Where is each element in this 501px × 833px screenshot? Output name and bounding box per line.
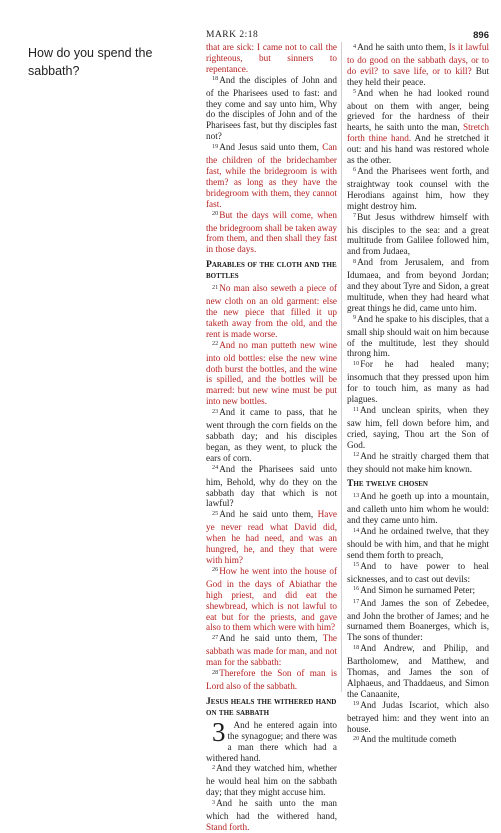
verse bbox=[206, 340, 337, 407]
words-of-jesus: Stretch forth thine hand. bbox=[347, 122, 489, 144]
verse-text: And Jesus said unto them, bbox=[219, 142, 323, 153]
verse bbox=[206, 566, 337, 633]
verse-text: And from Jerusalem, and from Idumaea, and from beyond Jordan; and they about Tyre and Sidon, a great multitude, when they had heard what great things he did, came unto him. bbox=[347, 257, 489, 313]
running-head-reference: MARK 2:18 bbox=[206, 30, 259, 40]
margin-note: How do you spend the sabbath? bbox=[28, 46, 153, 78]
verse-text: And it came to pass, that he went through the corn fields on the sabbath day; and his disciples began, as they went, to pluck the ears of corn. bbox=[206, 407, 337, 463]
verse bbox=[206, 763, 337, 798]
verse bbox=[347, 88, 489, 166]
section-heading: Jesus heals the withered hand on the sabbath bbox=[206, 695, 337, 718]
verse bbox=[206, 633, 337, 668]
verse-number: 10 bbox=[353, 359, 360, 367]
verse-text: And they watched him, whether he would heal him on the sabbath day; that they might accuse him. bbox=[206, 763, 337, 798]
verse bbox=[347, 359, 489, 405]
verse-number: 27 bbox=[212, 633, 219, 641]
verse bbox=[206, 798, 337, 833]
words-of-jesus: Is it lawful to do good on the sabbath days, or to do evil? to save life, or to kill? bbox=[347, 42, 489, 76]
words-of-jesus: that are sick: I came not to call the righteous, but sinners to repentance. bbox=[206, 42, 337, 74]
verse bbox=[347, 734, 489, 747]
verse-number: 18 bbox=[212, 75, 219, 83]
words-of-jesus: And no man putteth new wine into old bottles: else the new wine doth burst the bottles, and the wine is spilled, and the bottles will be marred: but new wine must be put into new bottles. bbox=[206, 339, 337, 407]
verse-number: 21 bbox=[212, 283, 219, 291]
verse-text: And Simon he surnamed Peter; bbox=[360, 584, 476, 595]
verse bbox=[206, 42, 337, 75]
verse-text: For he had healed many; insomuch that they pressed upon him for to touch him, as many as had plagues. bbox=[347, 359, 489, 405]
verse bbox=[347, 598, 489, 644]
verse-number: 20 bbox=[353, 734, 360, 742]
verse-number: 23 bbox=[212, 407, 219, 415]
verse-number: 9 bbox=[353, 314, 357, 322]
verse bbox=[347, 314, 489, 360]
verse-text: But Jesus withdrew himself with his disciples to the sea: and a great multitude from Galilee followed him, and from Judaea, bbox=[347, 211, 489, 257]
verse bbox=[347, 166, 489, 212]
verse-number: 5 bbox=[353, 88, 357, 96]
verse-number: 25 bbox=[212, 509, 219, 517]
text-column-left bbox=[206, 42, 337, 832]
words-of-jesus: No man also seweth a piece of new cloth on an old garment: else the new piece that filled it up taketh away from the old, and the rent is made worse. bbox=[206, 283, 337, 339]
verse-number: 13 bbox=[353, 491, 360, 499]
verse bbox=[347, 561, 489, 585]
verse-number: 15 bbox=[353, 561, 360, 569]
verse-number: 12 bbox=[353, 451, 360, 459]
verse bbox=[347, 491, 489, 526]
verse bbox=[347, 405, 489, 451]
verse bbox=[206, 142, 337, 209]
verse bbox=[347, 42, 489, 88]
page-number: 896 bbox=[473, 30, 489, 41]
verse-number: 2 bbox=[212, 763, 216, 771]
verse-number: 3 bbox=[212, 798, 216, 806]
section-heading: Parables of the cloth and the bottles bbox=[206, 259, 337, 282]
verse bbox=[206, 509, 337, 566]
verse-text: And the disciples of John and of the Pharisees used to fast: and they come and say unto him, Why do the disciples of John and of the Pharisees fast, but thy disciples fast not? bbox=[206, 74, 337, 142]
verse bbox=[206, 464, 337, 510]
verse bbox=[347, 643, 489, 700]
verse-number: 19 bbox=[353, 700, 360, 708]
verse bbox=[206, 407, 337, 464]
words-of-jesus: How he went into the house of God in the days of Abiathar the high priest, and did eat the shewbread, which is not lawful to eat but for the priests, and gave also to them which were with him? bbox=[206, 565, 337, 633]
verse bbox=[206, 283, 337, 340]
verse bbox=[206, 210, 337, 256]
text-column-right bbox=[347, 42, 489, 745]
verse bbox=[347, 700, 489, 735]
column-divider bbox=[341, 42, 342, 692]
verse-text: And Judas Iscariot, which also betrayed him: and they went into an house. bbox=[347, 699, 489, 734]
verse bbox=[347, 257, 489, 314]
verse-number: 17 bbox=[353, 598, 360, 606]
verse-text: And unclean spirits, when they saw him, fell down before him, and cried, saying, Thou art the Son of God. bbox=[347, 405, 489, 450]
verse-number: 24 bbox=[212, 464, 219, 472]
verse bbox=[347, 212, 489, 258]
verse-text: And he said unto them, bbox=[219, 633, 323, 644]
verse-text: And James the son of Zebedee, and John the brother of James; and he surnamed them Boanerges, which is, The sons of thunder: bbox=[347, 597, 489, 643]
verse-text: And the Pharisees said unto him, Behold, why do they on the sabbath day that which is not lawful? bbox=[206, 463, 337, 509]
verse-number: 4 bbox=[353, 42, 357, 50]
verse-text: But they held their peace. bbox=[347, 65, 489, 87]
verse-text: And the multitude cometh bbox=[360, 734, 457, 745]
verse-text: And Andrew, and Philip, and Bartholomew, and Matthew, and Thomas, and James the son of Alphaeus, and Thaddaeus, and Simon the Canaanite, bbox=[347, 643, 489, 699]
verse-number: 7 bbox=[353, 212, 357, 220]
verse-text: And he ordained twelve, that they should be with him, and that he might send them forth to preach, bbox=[347, 526, 489, 560]
verse bbox=[206, 75, 337, 142]
chapter-number: 3 bbox=[212, 716, 226, 747]
verse-text: And to have power to heal sicknesses, and to cast out devils: bbox=[347, 560, 489, 584]
words-of-jesus: Have ye never read what David did, when he had need, and was an hungred, he, and they that were with him? bbox=[206, 509, 337, 565]
verse-text: And he saith unto them, bbox=[357, 42, 449, 52]
verse-number: 16 bbox=[353, 585, 360, 593]
verse-number: 28 bbox=[212, 668, 219, 676]
words-of-jesus: But the days will come, when the bridegroom shall be taken away from them, and then shall they fast in those days. bbox=[206, 209, 337, 255]
verse-text: And the Pharisees went forth, and straightway took counsel with the Herodians against him, how they might destroy him. bbox=[347, 165, 489, 211]
verse bbox=[206, 716, 337, 764]
verse-number: 26 bbox=[212, 566, 219, 574]
words-of-jesus: Can the children of the bridechamber fast, while the bridegroom is with them? as long as they have the bridegroom with them, they cannot fast. bbox=[206, 142, 337, 209]
verse bbox=[347, 451, 489, 475]
verse-text: And he stretched it out: and his hand was restored whole as the other. bbox=[347, 133, 489, 166]
verse-text: And he entered again into the synagogue; and there was a man there which had a withered hand. bbox=[206, 719, 337, 763]
verse-text: And he goeth up into a mountain, and calleth unto him whom he would: and they came unto him. bbox=[347, 491, 489, 526]
section-heading: The twelve chosen bbox=[347, 478, 428, 490]
verse bbox=[206, 668, 337, 692]
verse-number: 22 bbox=[212, 340, 219, 348]
verse-text: And he spake to his disciples, that a small ship should wait on him because of the multitude, lest they should throng him. bbox=[347, 313, 489, 359]
verse-text: And he straitly charged them that they should not make him known. bbox=[347, 450, 489, 474]
verse-number: 18 bbox=[353, 643, 360, 651]
verse-text: And when he had looked round about on them with anger, being grieved for the hardness of their hearts, he saith unto the man, bbox=[347, 87, 489, 133]
verse bbox=[347, 585, 489, 598]
verse-number: 19 bbox=[212, 142, 219, 150]
verse-number: 6 bbox=[353, 166, 357, 174]
verse-number: 11 bbox=[353, 405, 359, 413]
verse-text: And he said unto them, bbox=[219, 509, 318, 520]
verse bbox=[347, 526, 489, 561]
verse-number: 20 bbox=[212, 210, 219, 218]
verse-text: And he saith unto the man which had the withered hand, bbox=[206, 798, 337, 822]
words-of-jesus: Stand forth. bbox=[206, 822, 250, 832]
words-of-jesus: Therefore the Son of man is Lord also of the sabbath. bbox=[206, 668, 337, 691]
verse-number: 14 bbox=[353, 526, 360, 534]
verse-number: 8 bbox=[353, 257, 357, 265]
words-of-jesus: The sabbath was made for man, and not man for the sabbath: bbox=[206, 633, 337, 668]
